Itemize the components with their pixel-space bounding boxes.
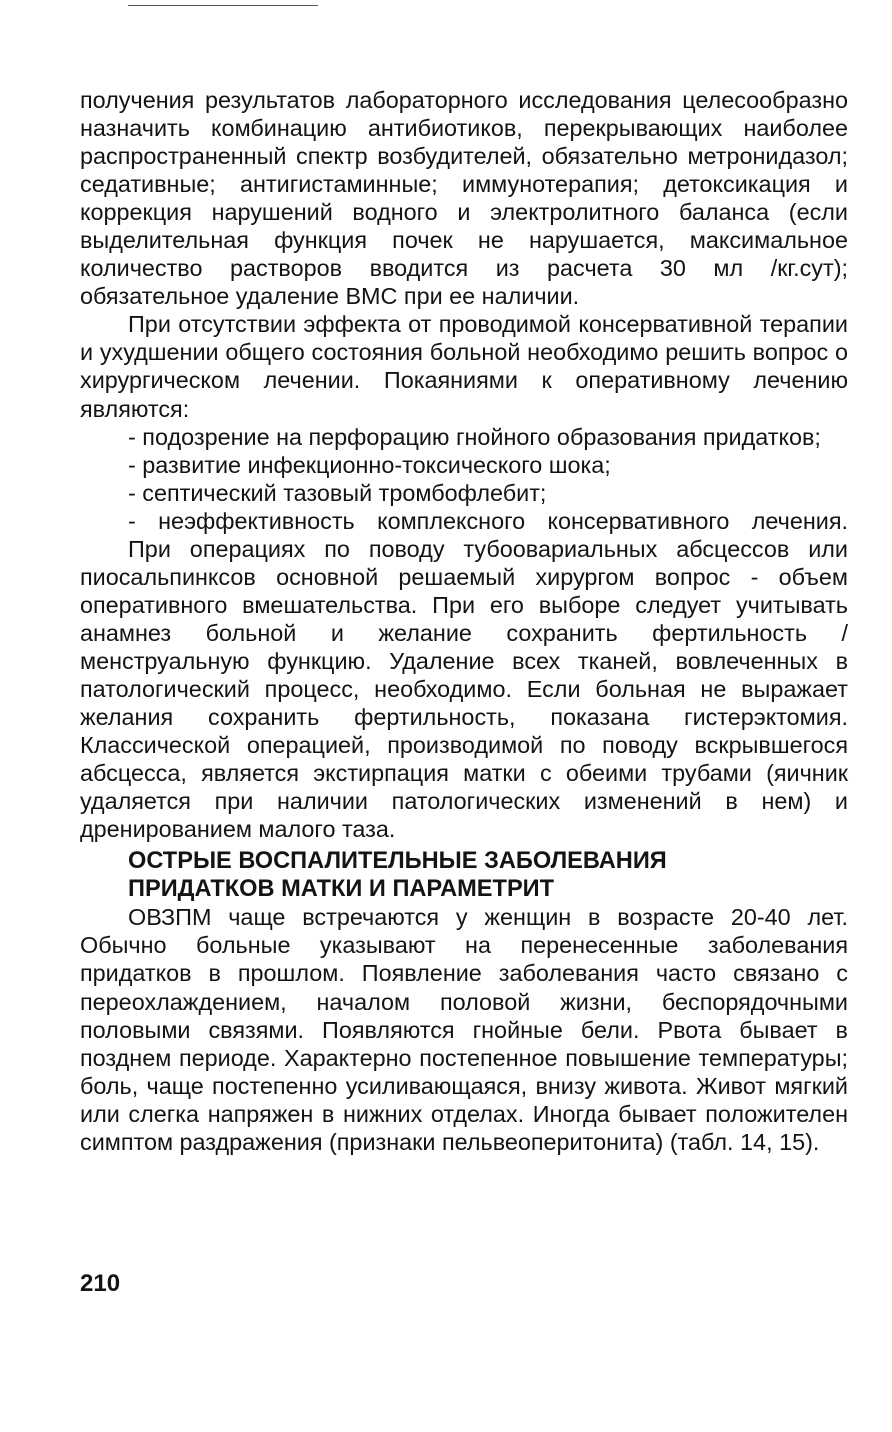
- list-item-toxic-shock: - развитие инфекционно-токсического шока;: [128, 451, 611, 478]
- paragraph-ovzpm: ОВЗПМ чаще встречаются у женщин в возрасте 20-40 лет. Обычно больные указывают на перенесенные заболевания придатков в прошлом. Появление заболевания часто связано с переохлаждением, началом половой жизни, беспорядочными половыми связями. Появляются гнойные бели. Рвота бывает в позднем периоде. Характерно постепенное повышение температуры; боль, чаще постепенно усиливающаяся, внизу живота. Живот мягкий или слегка напряжен в нижних отделах. Иногда бывает положителен симптом раздражения (признаки пельвеоперитонита) (табл. 14, 15).: [80, 904, 848, 1155]
- section-heading: [80, 847, 848, 903]
- list-item-ineffective-treatment: - неэффективность комплексного консервативного лечения.: [128, 507, 848, 534]
- body-after-heading: [80, 903, 848, 1155]
- body-before-heading: [80, 86, 848, 843]
- paragraph-antibiotics: получения результатов лабораторного исследования целесообразно назначить комбинацию антибиотиков, перекрывающих наиболее распространенный спектр возбудителей, обязательно метронидазол; седативные; антигистаминные; иммунотерапия; детоксикация и коррекция нарушений водного и электролитного баланса (если выделительная функция почек не нарушается, максимальное количество растворов вводится из расчета 30 мл /кг.сут); обязательное удаление ВМС при ее наличии.: [80, 87, 848, 310]
- paragraph-operations: При операциях по поводу тубоовариальных абсцессов или пиосальпинксов основной решаемый хирургом вопрос - объем оперативного вмешательства. При его выборе следует учитывать анамнез больной и желание сохранить фертильность / менструальную функцию. Удаление всех тканей, вовлеченных в патологический процесс, необходимо. Если больная не выражает желания сохранить фертильность, показана гистерэктомия. Классической операцией, производимой по поводу вскрывшегося абсцесса, является экстирпация матки с обеими трубами (яичник удаляется при наличии патологических изменений в нем) и дренированием малого таза.: [80, 535, 848, 843]
- paragraph-surgery-decision: При отсутствии эффекта от проводимой консервативной терапии и ухудшении общего состояния больной необходимо решить вопрос о хирургическом лечении. Покаяниями к оперативному лечению являются:: [80, 311, 848, 422]
- list-item-perforation: - подозрение на перфорацию гнойного образования придатков;: [128, 423, 821, 450]
- page-number: 210: [80, 1270, 121, 1297]
- section-heading-line-2: ПРИДАТКОВ МАТКИ И ПАРАМЕТРИТ: [128, 876, 555, 903]
- header-rule: [128, 5, 318, 6]
- section-heading-line-1: ОСТРЫЕ ВОСПАЛИТЕЛЬНЫЕ ЗАБОЛЕВАНИЯ: [128, 848, 667, 875]
- list-item-thrombophlebitis: - септический тазовый тромбофлебит;: [128, 479, 547, 506]
- page-body: [80, 86, 848, 1156]
